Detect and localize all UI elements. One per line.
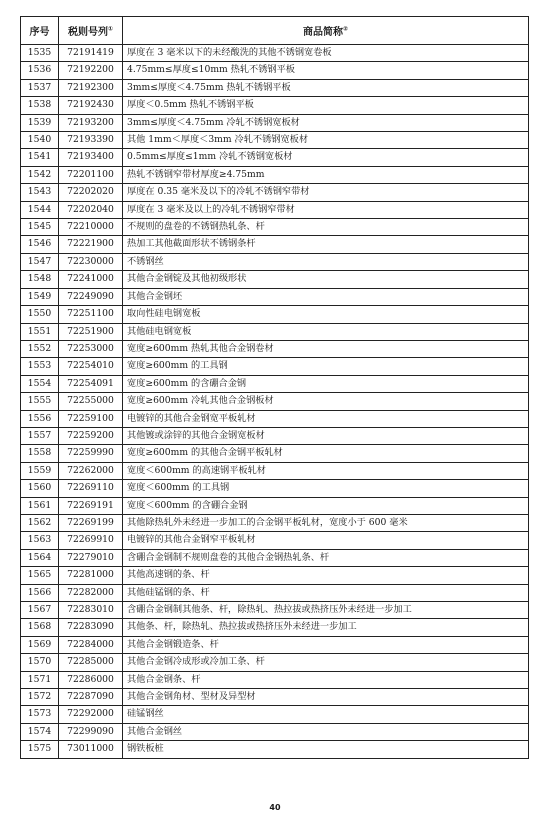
serial-no-cell: 1555 [21, 393, 59, 410]
tariff-code-cell: 72210000 [59, 219, 123, 236]
tariff-code-cell: 72286000 [59, 671, 123, 688]
footnote-1-marker: ① [107, 25, 114, 33]
tariff-code-cell: 72251900 [59, 323, 123, 340]
product-name-cell: 不规则的盘卷的不锈钢热轧条、杆 [123, 219, 529, 236]
product-name-cell: 取向性硅电钢宽板 [123, 306, 529, 323]
tariff-code-cell: 72282000 [59, 584, 123, 601]
tariff-code-cell: 72269110 [59, 480, 123, 497]
product-name-cell: 硅锰钢丝 [123, 706, 529, 723]
tariff-code-cell: 72251100 [59, 306, 123, 323]
tariff-code-cell: 72259100 [59, 410, 123, 427]
product-name-cell: 其他合金钢丝 [123, 723, 529, 740]
tariff-code-cell: 72192200 [59, 62, 123, 79]
tariff-code-cell: 72202040 [59, 201, 123, 218]
serial-no-cell: 1541 [21, 149, 59, 166]
product-name-cell: 宽度≥600mm 热轧其他合金钢卷材 [123, 340, 529, 357]
serial-no-cell: 1571 [21, 671, 59, 688]
tariff-code-cell: 72254091 [59, 375, 123, 392]
tariff-code-cell: 72283010 [59, 602, 123, 619]
tariff-code-cell: 72285000 [59, 654, 123, 671]
table-row [21, 62, 529, 79]
product-name-cell: 宽度≥600mm 的工具钢 [123, 358, 529, 375]
table-row [21, 741, 529, 758]
product-name-cell: 3mm≤厚度＜4.75mm 冷轧不锈钢宽板材 [123, 114, 529, 131]
product-name-cell: 宽度＜600mm 的工具钢 [123, 480, 529, 497]
serial-no-cell: 1564 [21, 549, 59, 566]
table-row [21, 149, 529, 166]
table-row [21, 114, 529, 131]
tariff-code-cell: 72269910 [59, 532, 123, 549]
tariff-code-cell: 72287090 [59, 689, 123, 706]
table-row [21, 393, 529, 410]
serial-no-cell: 1558 [21, 445, 59, 462]
tariff-code-cell: 72259990 [59, 445, 123, 462]
tariff-table [20, 16, 529, 759]
serial-no-cell: 1567 [21, 602, 59, 619]
product-name-cell: 厚度＜0.5mm 热轧不锈钢平板 [123, 97, 529, 114]
tariff-code-cell: 72193200 [59, 114, 123, 131]
serial-no-cell: 1536 [21, 62, 59, 79]
tariff-code-cell: 72259200 [59, 427, 123, 444]
table-row [21, 253, 529, 270]
tariff-code-cell: 72192430 [59, 97, 123, 114]
serial-no-cell: 1572 [21, 689, 59, 706]
serial-no-cell: 1551 [21, 323, 59, 340]
product-name-cell: 其他合金钢角材、型材及异型材 [123, 689, 529, 706]
product-name-cell: 热轧不锈钢窄带材厚度≥4.75mm [123, 166, 529, 183]
header-tariff-code: 税则号列① [59, 17, 123, 45]
tariff-table-container [20, 16, 528, 759]
table-row [21, 288, 529, 305]
serial-no-cell: 1549 [21, 288, 59, 305]
table-row [21, 689, 529, 706]
serial-no-cell: 1544 [21, 201, 59, 218]
product-name-cell: 宽度≥600mm 的其他合金钢平板轧材 [123, 445, 529, 462]
product-name-cell: 钢铁板桩 [123, 741, 529, 758]
tariff-code-cell: 72253000 [59, 340, 123, 357]
footnote-2-marker: ② [342, 25, 349, 33]
tariff-code-cell: 72262000 [59, 462, 123, 479]
product-name-cell: 电镀锌的其他合金钢窄平板轧材 [123, 532, 529, 549]
table-row [21, 549, 529, 566]
table-row [21, 602, 529, 619]
serial-no-cell: 1575 [21, 741, 59, 758]
product-name-cell: 其他合金钢锭及其他初级形状 [123, 271, 529, 288]
table-row [21, 166, 529, 183]
product-name-cell: 其他 1mm＜厚度＜3mm 冷轧不锈钢宽板材 [123, 132, 529, 149]
serial-no-cell: 1547 [21, 253, 59, 270]
serial-no-cell: 1537 [21, 79, 59, 96]
product-name-cell: 厚度在 3 毫米以下的未经酸洗的其他不锈钢宽卷板 [123, 45, 529, 62]
table-row [21, 132, 529, 149]
product-name-cell: 电镀锌的其他合金钢宽平板轧材 [123, 410, 529, 427]
tariff-code-cell: 72254010 [59, 358, 123, 375]
serial-no-cell: 1553 [21, 358, 59, 375]
tariff-code-cell: 72221900 [59, 236, 123, 253]
serial-no-cell: 1566 [21, 584, 59, 601]
product-name-cell: 宽度≥600mm 冷轧其他合金钢板材 [123, 393, 529, 410]
table-row [21, 358, 529, 375]
table-row [21, 236, 529, 253]
serial-no-cell: 1539 [21, 114, 59, 131]
serial-no-cell: 1543 [21, 184, 59, 201]
serial-no-cell: 1574 [21, 723, 59, 740]
serial-no-cell: 1542 [21, 166, 59, 183]
product-name-cell: 热加工其他截面形状不锈钢条杆 [123, 236, 529, 253]
serial-no-cell: 1548 [21, 271, 59, 288]
table-row [21, 567, 529, 584]
serial-no-cell: 1552 [21, 340, 59, 357]
table-header-row [21, 17, 529, 45]
tariff-code-cell: 72283090 [59, 619, 123, 636]
product-name-cell: 含硼合金钢制不规则盘卷的其他合金钢热轧条、杆 [123, 549, 529, 566]
tariff-code-cell: 72279010 [59, 549, 123, 566]
tariff-code-cell: 72193390 [59, 132, 123, 149]
header-serial-no: 序号 [21, 17, 59, 45]
table-row [21, 480, 529, 497]
table-row [21, 584, 529, 601]
product-name-cell: 其他硅电钢宽板 [123, 323, 529, 340]
serial-no-cell: 1560 [21, 480, 59, 497]
serial-no-cell: 1562 [21, 514, 59, 531]
table-row [21, 654, 529, 671]
serial-no-cell: 1570 [21, 654, 59, 671]
tariff-code-cell: 72202020 [59, 184, 123, 201]
table-row [21, 97, 529, 114]
tariff-code-cell: 72292000 [59, 706, 123, 723]
tariff-code-cell: 72269199 [59, 514, 123, 531]
product-name-cell: 3mm≤厚度＜4.75mm 热轧不锈钢平板 [123, 79, 529, 96]
product-name-cell: 不锈钢丝 [123, 253, 529, 270]
serial-no-cell: 1565 [21, 567, 59, 584]
serial-no-cell: 1561 [21, 497, 59, 514]
tariff-code-cell: 72241000 [59, 271, 123, 288]
serial-no-cell: 1540 [21, 132, 59, 149]
table-row [21, 410, 529, 427]
serial-no-cell: 1556 [21, 410, 59, 427]
serial-no-cell: 1568 [21, 619, 59, 636]
table-row [21, 445, 529, 462]
tariff-code-cell: 72255000 [59, 393, 123, 410]
table-row [21, 723, 529, 740]
tariff-code-cell: 72230000 [59, 253, 123, 270]
product-name-cell: 其他镀或涂锌的其他合金钢宽板材 [123, 427, 529, 444]
product-name-cell: 含硼合金钢制其他条、杆，除热轧、热拉拔或热挤压外未经进一步加工 [123, 602, 529, 619]
table-row [21, 201, 529, 218]
serial-no-cell: 1550 [21, 306, 59, 323]
table-row [21, 323, 529, 340]
tariff-code-cell: 72281000 [59, 567, 123, 584]
table-row [21, 462, 529, 479]
tariff-code-cell: 72191419 [59, 45, 123, 62]
table-row [21, 619, 529, 636]
tariff-code-cell: 72249090 [59, 288, 123, 305]
table-row [21, 340, 529, 357]
product-name-cell: 其他合金钢条、杆 [123, 671, 529, 688]
product-name-cell: 其他条、杆，除热轧、热拉拔或热挤压外未经进一步加工 [123, 619, 529, 636]
serial-no-cell: 1545 [21, 219, 59, 236]
tariff-code-cell: 72192300 [59, 79, 123, 96]
product-name-cell: 厚度在 0.35 毫米及以下的冷轧不锈钢窄带材 [123, 184, 529, 201]
table-row [21, 497, 529, 514]
product-name-cell: 宽度＜600mm 的含硼合金钢 [123, 497, 529, 514]
table-row [21, 219, 529, 236]
product-name-cell: 4.75mm≤厚度≤10mm 热轧不锈钢平板 [123, 62, 529, 79]
product-name-cell: 其他合金钢锻造条、杆 [123, 636, 529, 653]
serial-no-cell: 1573 [21, 706, 59, 723]
product-name-cell: 0.5mm≤厚度≤1mm 冷轧不锈钢宽板材 [123, 149, 529, 166]
serial-no-cell: 1557 [21, 427, 59, 444]
table-row [21, 532, 529, 549]
serial-no-cell: 1559 [21, 462, 59, 479]
product-name-cell: 其他硅锰钢的条、杆 [123, 584, 529, 601]
tariff-code-cell: 73011000 [59, 741, 123, 758]
product-name-cell: 厚度在 3 毫米及以上的冷轧不锈钢窄带材 [123, 201, 529, 218]
tariff-code-cell: 72193400 [59, 149, 123, 166]
table-row [21, 636, 529, 653]
page-number: 40 [269, 803, 281, 812]
product-name-cell: 其他高速钢的条、杆 [123, 567, 529, 584]
serial-no-cell: 1563 [21, 532, 59, 549]
table-row [21, 427, 529, 444]
tariff-code-cell: 72299090 [59, 723, 123, 740]
serial-no-cell: 1535 [21, 45, 59, 62]
table-row [21, 514, 529, 531]
product-name-cell: 其他合金钢坯 [123, 288, 529, 305]
serial-no-cell: 1554 [21, 375, 59, 392]
table-row [21, 271, 529, 288]
table-row [21, 706, 529, 723]
table-body [21, 45, 529, 759]
product-name-cell: 其他除热轧外未经进一步加工的合金钢平板轧材，宽度小于 600 毫米 [123, 514, 529, 531]
table-row [21, 375, 529, 392]
table-row [21, 79, 529, 96]
table-row [21, 184, 529, 201]
serial-no-cell: 1569 [21, 636, 59, 653]
product-name-cell: 其他合金钢冷成形或冷加工条、杆 [123, 654, 529, 671]
header-product-name: 商品简称② [123, 17, 529, 45]
product-name-cell: 宽度≥600mm 的含硼合金钢 [123, 375, 529, 392]
serial-no-cell: 1546 [21, 236, 59, 253]
tariff-code-cell: 72284000 [59, 636, 123, 653]
table-row [21, 671, 529, 688]
product-name-cell: 宽度＜600mm 的高速钢平板轧材 [123, 462, 529, 479]
tariff-code-cell: 72269191 [59, 497, 123, 514]
table-row [21, 306, 529, 323]
tariff-code-cell: 72201100 [59, 166, 123, 183]
serial-no-cell: 1538 [21, 97, 59, 114]
table-row [21, 45, 529, 62]
